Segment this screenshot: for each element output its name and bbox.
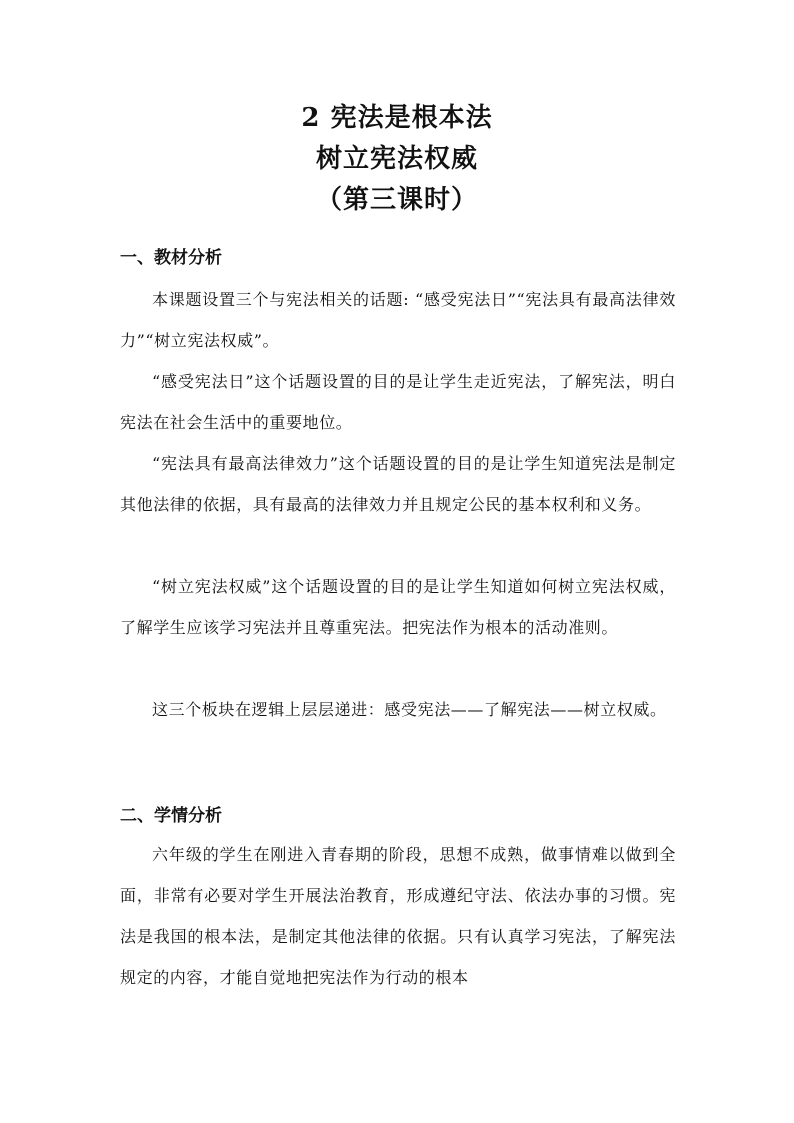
paragraph-progression: 这三个板块在逻辑上层层递进：感受宪法——了解宪法——树立权威。 [152, 700, 667, 719]
paragraph-establish-authority: “树立宪法权威”这个话题设置的目的是让学生知道如何树立宪法权威，了解学生应该学习宪法并且尊重宪法。把宪法作为根本的活动准则。 [120, 577, 676, 637]
lesson-title: 2 宪法是根本法 [301, 103, 493, 133]
lesson-period: （第三课时） [315, 185, 478, 215]
lesson-subtitle: 树立宪法权威 [315, 144, 478, 174]
paragraph-student-situation: 六年级的学生在刚进入青春期的阶段，思想不成熟，做事情难以做到全面，非常有必要对学生开展法治教育，形成遵纪守法、依法办事的习惯。宪法是我国的根本法，是制定其他法律的依据。只有认真学习宪法，了解宪法规定的内容，才能自觉地把宪法作为行动的根本 [120, 845, 676, 987]
section-heading-textbook-analysis: 一、教材分析 [120, 248, 222, 268]
section-heading-student-analysis: 二、学情分析 [120, 806, 222, 826]
document-title [0, 98, 794, 221]
paragraph-constitution-day: “感受宪法日”这个话题设置的目的是让学生走近宪法，了解宪法，明白宪法在社会生活中的重要地位。 [120, 372, 676, 432]
paragraph-highest-legal-effect: “宪法具有最高法律效力”这个话题设置的目的是让学生知道宪法是制定其他法律的依据，具有最高的法律效力并且规定公民的基本权利和义务。 [120, 454, 676, 514]
paragraph-topics-overview: 本课题设置三个与宪法相关的话题: “感受宪法日”“宪法具有最高法律效力”“树立宪法权威”。 [120, 290, 676, 350]
